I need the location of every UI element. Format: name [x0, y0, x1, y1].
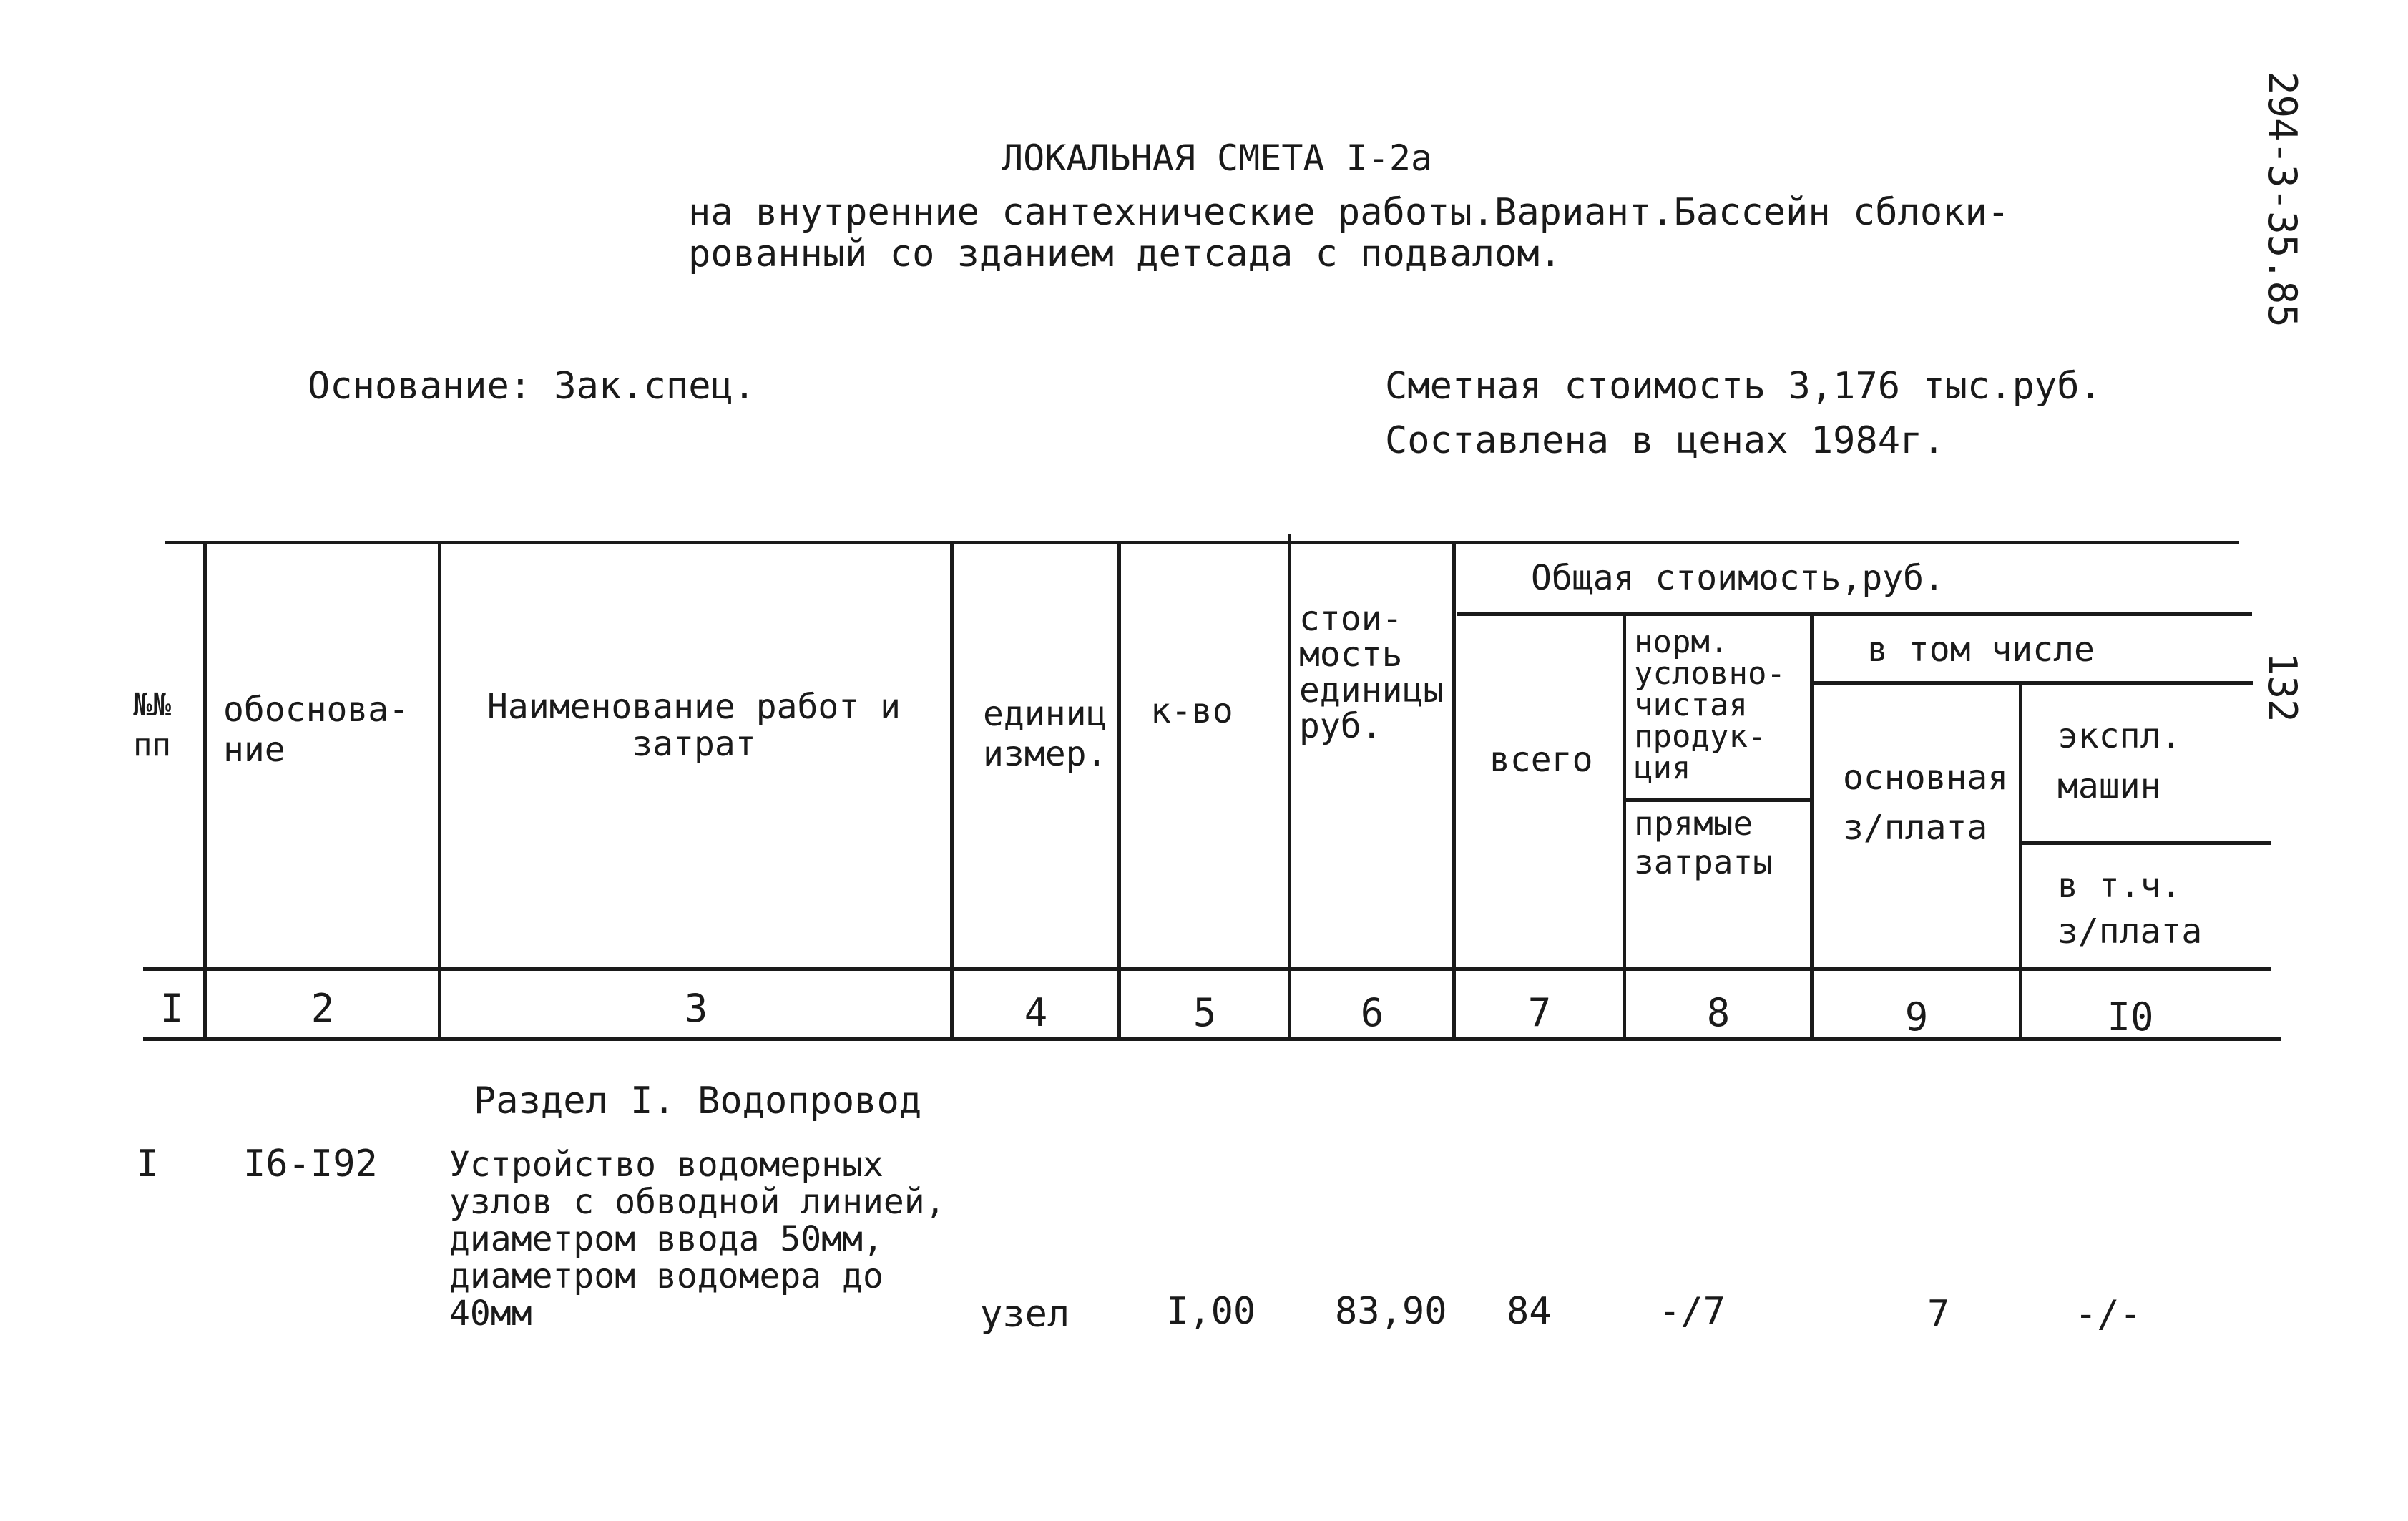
col-divider-5 [1288, 534, 1291, 1039]
header-all: всего [1489, 740, 1593, 780]
col-divider-4 [1117, 541, 1121, 1039]
column-number-6: 6 [1360, 990, 1384, 1035]
column-number-3: 3 [684, 986, 708, 1031]
machines-rule [2022, 841, 2271, 845]
basis-text: Основание: Зак.спец. [308, 365, 756, 408]
section-heading: Раздел I. Водопровод [474, 1080, 922, 1123]
header-direct: прямые затраты [1634, 804, 1773, 881]
header-unit: единиц измер. [983, 694, 1107, 774]
row-qty: I,00 [1166, 1290, 1256, 1333]
row-num: I [136, 1143, 159, 1185]
col-divider-7 [1623, 612, 1626, 1039]
header-machine-wages: в т.ч. з/плата [2057, 866, 2203, 952]
page-number: 132 [2260, 652, 2305, 723]
table-top-rule [165, 541, 2239, 544]
header-name: Наименование работ и затрат [487, 687, 901, 764]
header-norm: норм. условно- чистая продук- ция [1634, 624, 1786, 786]
col-divider-8 [1810, 612, 1814, 1039]
column-number-2: 2 [310, 986, 335, 1031]
header-qty: к-во [1150, 691, 1233, 731]
row-unit-cost: 83,90 [1335, 1290, 1447, 1333]
header-basis: обоснова- ние [223, 690, 410, 770]
row-name: Устройство водомерных узлов с обводной линией, диаметром ввода 50мм, диаметром водомера до 40мм [449, 1145, 946, 1334]
column-number-4: 4 [1024, 990, 1048, 1035]
row-total: 84 [1507, 1290, 1552, 1333]
row-norm-direct: -/7 [1658, 1290, 1726, 1333]
header-bottom-rule [143, 967, 2271, 971]
column-number-1: I [160, 986, 184, 1031]
subtitle-line-2: рованный со зданием детсада с подвалом. [688, 233, 1562, 275]
column-number-9: 9 [1904, 994, 1929, 1040]
column-number-5: 5 [1193, 990, 1217, 1035]
row-basis: I6-I92 [243, 1143, 378, 1185]
col-divider-1 [203, 541, 207, 1039]
prices-year-text: Составлена в ценах 1984г. [1385, 419, 1945, 462]
col-divider-3 [950, 541, 954, 1039]
row-machines: -/- [2075, 1293, 2142, 1336]
subtitle-line-1: на внутренние сантехнические работы.Вариант.Бассейн сблоки- [688, 191, 2010, 234]
header-total-cost: Общая стоимость,руб. [1531, 558, 1944, 598]
incl-rule [1810, 681, 2253, 685]
header-wages: основная з/плата [1843, 758, 2009, 848]
estimated-cost-text: Сметная стоимость 3,176 тыс.руб. [1385, 365, 2102, 408]
header-unit-cost: стои- мость единицы руб. [1299, 599, 1444, 746]
col-divider-2 [438, 541, 441, 1039]
column-number-8: 8 [1706, 990, 1731, 1035]
column-number-7: 7 [1527, 990, 1552, 1035]
row-wages: 7 [1927, 1293, 1950, 1336]
document-subtitle [688, 192, 2010, 275]
norm-direct-rule [1625, 798, 1813, 802]
header-incl: в том числе [1867, 630, 2095, 670]
header-machines: экспл. машин [2057, 716, 2182, 806]
document-title: ЛОКАЛЬНАЯ СМЕТА I-2а [1002, 137, 1433, 179]
col-divider-6 [1452, 541, 1456, 1039]
header-num: №№ пп [133, 687, 171, 763]
document-code: 294-3-35.85 [2260, 72, 2305, 328]
row-unit: узел [980, 1293, 1070, 1336]
total-cost-rule [1457, 612, 2252, 616]
col-divider-9 [2019, 681, 2022, 1039]
column-number-10: I0 [2107, 994, 2154, 1040]
